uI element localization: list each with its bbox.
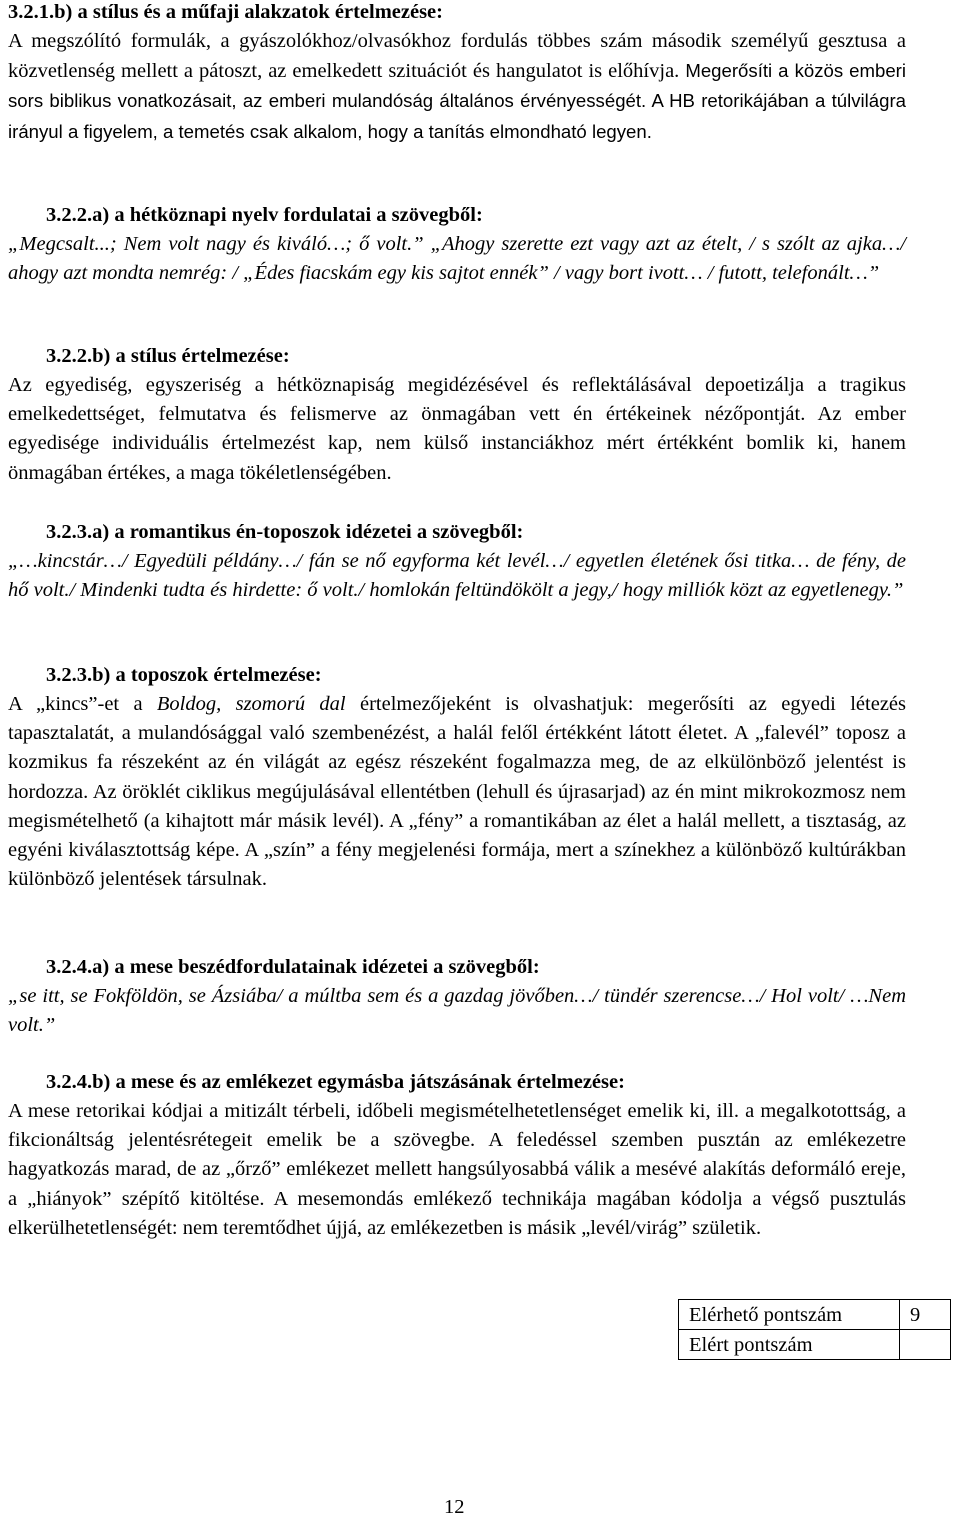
score-table [678,1299,951,1360]
section-paragraph: Az egyediség, egyszeriség a hétköznapiság megidézésével és reflektálásával depoetizálja a tragikus emelkedettséget, felmutatva és felismerve az önmagában vett én értékeinek nézőpontját. Az ember egyedisége individuális értelmezést kap, nem külső instanciákhoz mért értékként bomlik ki, hanem önmagában értékes, a maga tökéletlenségében. [8,374,906,484]
score-row-available [679,1300,951,1330]
section-paragraph: A mese retorikai kódjai a mitizált térbeli, időbeli megismételhetetlenséget emelik ki, ill. a megalkotottság, a fikcionáltság jelentésrétegeit emelik be a szövegbe. A feledéssel szemben pusztán az emlékezetre hagyatkozás marad, de az „őrző” emlékezet mellett hangsúlyosabbá válik a mesévé alakítás deformáló ereje, a „hiányok” szépítő kitöltése. A mesemondás emlékező technikája magában kódolja a végső pusztulás elkerülhetetlenségét: nem teremtődhet újjá, az emlékezetben is másik „levél/virág” születik. [8,1100,906,1239]
achieved-points-value[interactable] [900,1330,951,1360]
poem-title: Boldog, szomorú dal [156,693,346,715]
section-heading: 3.2.4.b) a mese és az emlékezet egymásba játszásának értelmezése: [46,1071,625,1093]
section-heading: 3.2.1.b) a stílus és a műfaji alakzatok értelmezése: [8,1,443,23]
paragraph-text: A „kincs”-et a [8,693,157,715]
paragraph-text-serif: A megszólító formulák, a gyászolókhoz/olvasókhoz fordulás többes szám második személyű gesztusa a közvetlenség mellett a pátoszt, az emelkedett szituációt és hangulatot is előhívja. [8,30,906,83]
section-3-2-4-b [8,1068,906,1243]
section-3-2-2-a [8,201,906,288]
section-3-2-3-b [8,661,906,894]
page-number: 12 [444,1496,465,1518]
section-quote: „…kincstár…/ Egyedüli példány…/ fán se nő egyforma két levél…/ egyetlen életének ősi titka… de fény, de hő volt./ Mindenki tudta és hirdette: ő volt./ homlokán feltündökölt a jegy,/ hogy milliók közt az egyetlenegy.” [8,550,906,602]
section-heading: 3.2.3.a) a romantikus én-toposzok idézetei a szövegből: [46,521,524,543]
available-points-label: Elérhető pontszám [679,1300,900,1330]
section-3-2-1-b [8,0,906,147]
section-heading: 3.2.3.b) a toposzok értelmezése: [46,664,322,686]
section-quote: „Megcsalt...; Nem volt nagy és kiváló…; ő volt.” „Ahogy szerette ezt vagy azt az ételt, / s szólt az ajka…/ ahogy azt mondta nemrég: / „Édes fiacskám egy kis sajtot ennék” / vagy bort ivott… / futott, telefonált…” [8,233,906,285]
paragraph-text: értelmezőjeként is olvashatjuk: megerősíti az egyedi létezés tapasztalatát, a mulandósággal való szembenézést, a halál felől értékként látott életet. A „falevél” toposz a kozmikus fa részeként az én világát az egész részeként fogalmazza meg, de az elkülönböző jelentést is hordozza. Az öröklét ciklikus megújulásával ellentétben (lehull és újrasarjad) az én mint mikrokozmosz nem megismételhető (a kihajtott már másik levél). A „fény” a romantikában az élet a halál mellett, a tisztaság, az egyéni kiválasztottság képe. A „szín” a fény megjelenési formája, mert a színekhez a különböző kultúrákban különböző jelentések társulnak. [8,693,906,891]
achieved-points-label: Elért pontszám [679,1330,900,1360]
paragraph-text-sans: Megerősíti a közös emberi sors biblikus vonatkozásait, az emberi mulandóság általános érvényességét. A HB retorikájában a túlvilágra irányul a figyelem, a temetés csak alkalom, hogy a tanítás elmondható legyen. [8,60,907,142]
section-heading: 3.2.2.b) a stílus értelmezése: [46,345,290,367]
section-heading: 3.2.4.a) a mese beszédfordulatainak idézetei a szövegből: [46,956,540,978]
section-quote: „se itt, se Fokföldön, se Ázsiába/ a múltba sem és a gazdag jövőben…/ tündér szerencse…/ Hol volt/ …Nem volt.” [8,985,906,1037]
section-heading: 3.2.2.a) a hétköznapi nyelv fordulatai a szövegből: [46,204,483,226]
section-3-2-2-b [8,342,906,488]
section-3-2-4-a [8,953,906,1040]
score-row-achieved [679,1330,951,1360]
section-3-2-3-a [8,518,906,605]
section-paragraph [8,27,906,147]
available-points-value: 9 [900,1300,951,1330]
section-paragraph [8,690,906,894]
